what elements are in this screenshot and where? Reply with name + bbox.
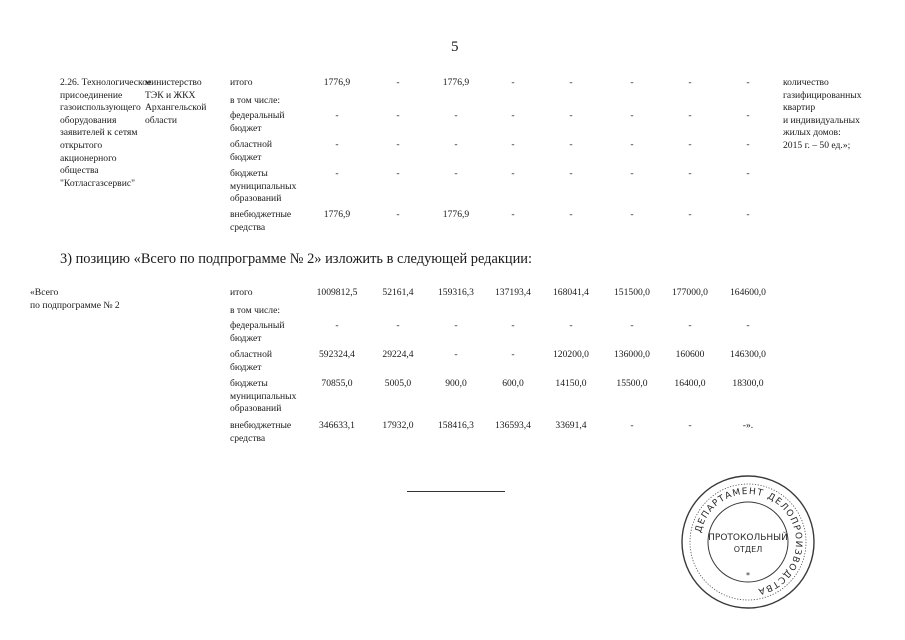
value-cell: - [688,320,692,331]
value-cell: - [569,209,573,220]
value-cell: 600,0 [502,378,524,389]
value-cell: 5005,0 [384,378,412,389]
value-cell: - [630,320,634,331]
value-cell: - [688,168,692,179]
row-label: итого [230,77,253,88]
value-cell: 158416,3 [438,420,474,431]
value-cell: 346633,1 [319,420,355,431]
value-cell: - [569,320,573,331]
value-cell: - [511,209,515,220]
value-cell: - [454,320,458,331]
stamp-star: * [746,571,750,580]
value-cell: - [454,349,458,360]
value-cell: 159316,3 [438,287,474,298]
stamp-ring-text: ДЕПАРТАМЕНТ ДЕЛОПРОИЗВОДСТВА [693,486,804,597]
value-cell: - [688,110,692,121]
row-label: федеральный бюджет [230,320,285,344]
section-heading: 3) позицию «Всего по подпрограмме № 2» изложить в следующей редакции: [60,251,532,267]
page-number: 5 [451,39,459,55]
value-cell: - [569,77,573,88]
value-cell: - [396,77,400,88]
value-cell: - [688,209,692,220]
value-cell: - [630,168,634,179]
row-label: бюджеты муниципальных образований [230,378,297,415]
value-cell: 1776,9 [442,77,470,88]
value-cell: - [511,320,515,331]
value-cell: - [511,77,515,88]
row-label: в том числе: [230,95,281,106]
value-cell: 151500,0 [614,287,650,298]
value-cell: - [630,77,634,88]
value-cell: 18300,0 [732,378,764,389]
value-cell: - [454,110,458,121]
separator-line [407,491,505,492]
value-cell: - [454,139,458,150]
row-label: областной бюджет [230,349,273,373]
value-cell: - [511,349,515,360]
row-label: федеральный бюджет [230,110,285,134]
value-cell: - [746,139,750,150]
value-cell: 136593,4 [495,420,531,431]
value-cell: - [630,209,634,220]
value-cell: - [630,139,634,150]
row-label: внебюджетные средства [230,420,292,444]
value-cell: -». [742,420,754,431]
value-cell: - [511,168,515,179]
value-cell: 160600 [675,349,705,360]
value-cell: 14150,0 [555,378,587,389]
value-cell: 1776,9 [442,209,470,220]
value-cell: 33691,4 [555,420,587,431]
value-cell: - [746,209,750,220]
value-cell: - [688,139,692,150]
value-cell: 70855,0 [321,378,353,389]
value-cell: 29224,4 [382,349,414,360]
row-label: бюджеты муниципальных образований [230,168,297,205]
value-cell: 164600,0 [730,287,766,298]
official-seal-stamp [680,474,816,610]
value-cell: - [396,209,400,220]
value-cell: 120200,0 [553,349,589,360]
value-cell: - [396,168,400,179]
value-cell: - [746,168,750,179]
value-cell: - [569,139,573,150]
value-cell: 1776,9 [323,77,351,88]
value-cell: 177000,0 [672,287,708,298]
value-cell: - [335,139,339,150]
value-cell: - [569,168,573,179]
value-cell: 17932,0 [382,420,414,431]
row-label: в том числе: [230,305,281,316]
value-cell: 592324,4 [319,349,355,360]
value-cell: - [746,110,750,121]
value-cell: 146300,0 [730,349,766,360]
value-cell: - [396,139,400,150]
value-cell: - [454,168,458,179]
value-cell: - [396,320,400,331]
stamp-center-line-1: ПРОТОКОЛЬНЫЙ [708,533,788,543]
value-cell: 1009812,5 [316,287,358,298]
value-cell: - [688,420,692,431]
value-cell: - [396,110,400,121]
executor-name: министерство ТЭК и ЖКХ Архангельской области [145,77,207,126]
value-cell: - [688,77,692,88]
row-label: итого [230,287,253,298]
value-cell: - [335,320,339,331]
value-cell: - [335,168,339,179]
value-cell: - [630,110,634,121]
value-cell: - [511,139,515,150]
measure-name: 2.26. Технологическое присоединение газоиспользующего оборудования заявителей к сетям открытого акционерного общества "Котласгазсервис" [60,77,152,189]
row-label: областной бюджет [230,139,273,163]
value-cell: 16400,0 [674,378,706,389]
value-cell: - [746,77,750,88]
value-cell: 137193,4 [495,287,531,298]
value-cell: 1776,9 [323,209,351,220]
value-cell: 136000,0 [614,349,650,360]
value-cell: - [335,110,339,121]
value-cell: - [511,110,515,121]
value-cell: 15500,0 [616,378,648,389]
subprogram-total-title: «Всего по подпрограмме № 2 [30,287,120,311]
row-label: внебюджетные средства [230,209,292,233]
value-cell: 168041,4 [553,287,589,298]
value-cell: - [746,320,750,331]
value-cell: 52161,4 [382,287,414,298]
value-cell: - [569,110,573,121]
stamp-center-line-2: ОТДЕЛ [733,545,763,554]
value-cell: 900,0 [445,378,467,389]
indicator-text: количество газифицированных квартир и индивидуальных жилых домов: 2015 г. – 50 ед.»; [783,77,862,151]
value-cell: - [630,420,634,431]
